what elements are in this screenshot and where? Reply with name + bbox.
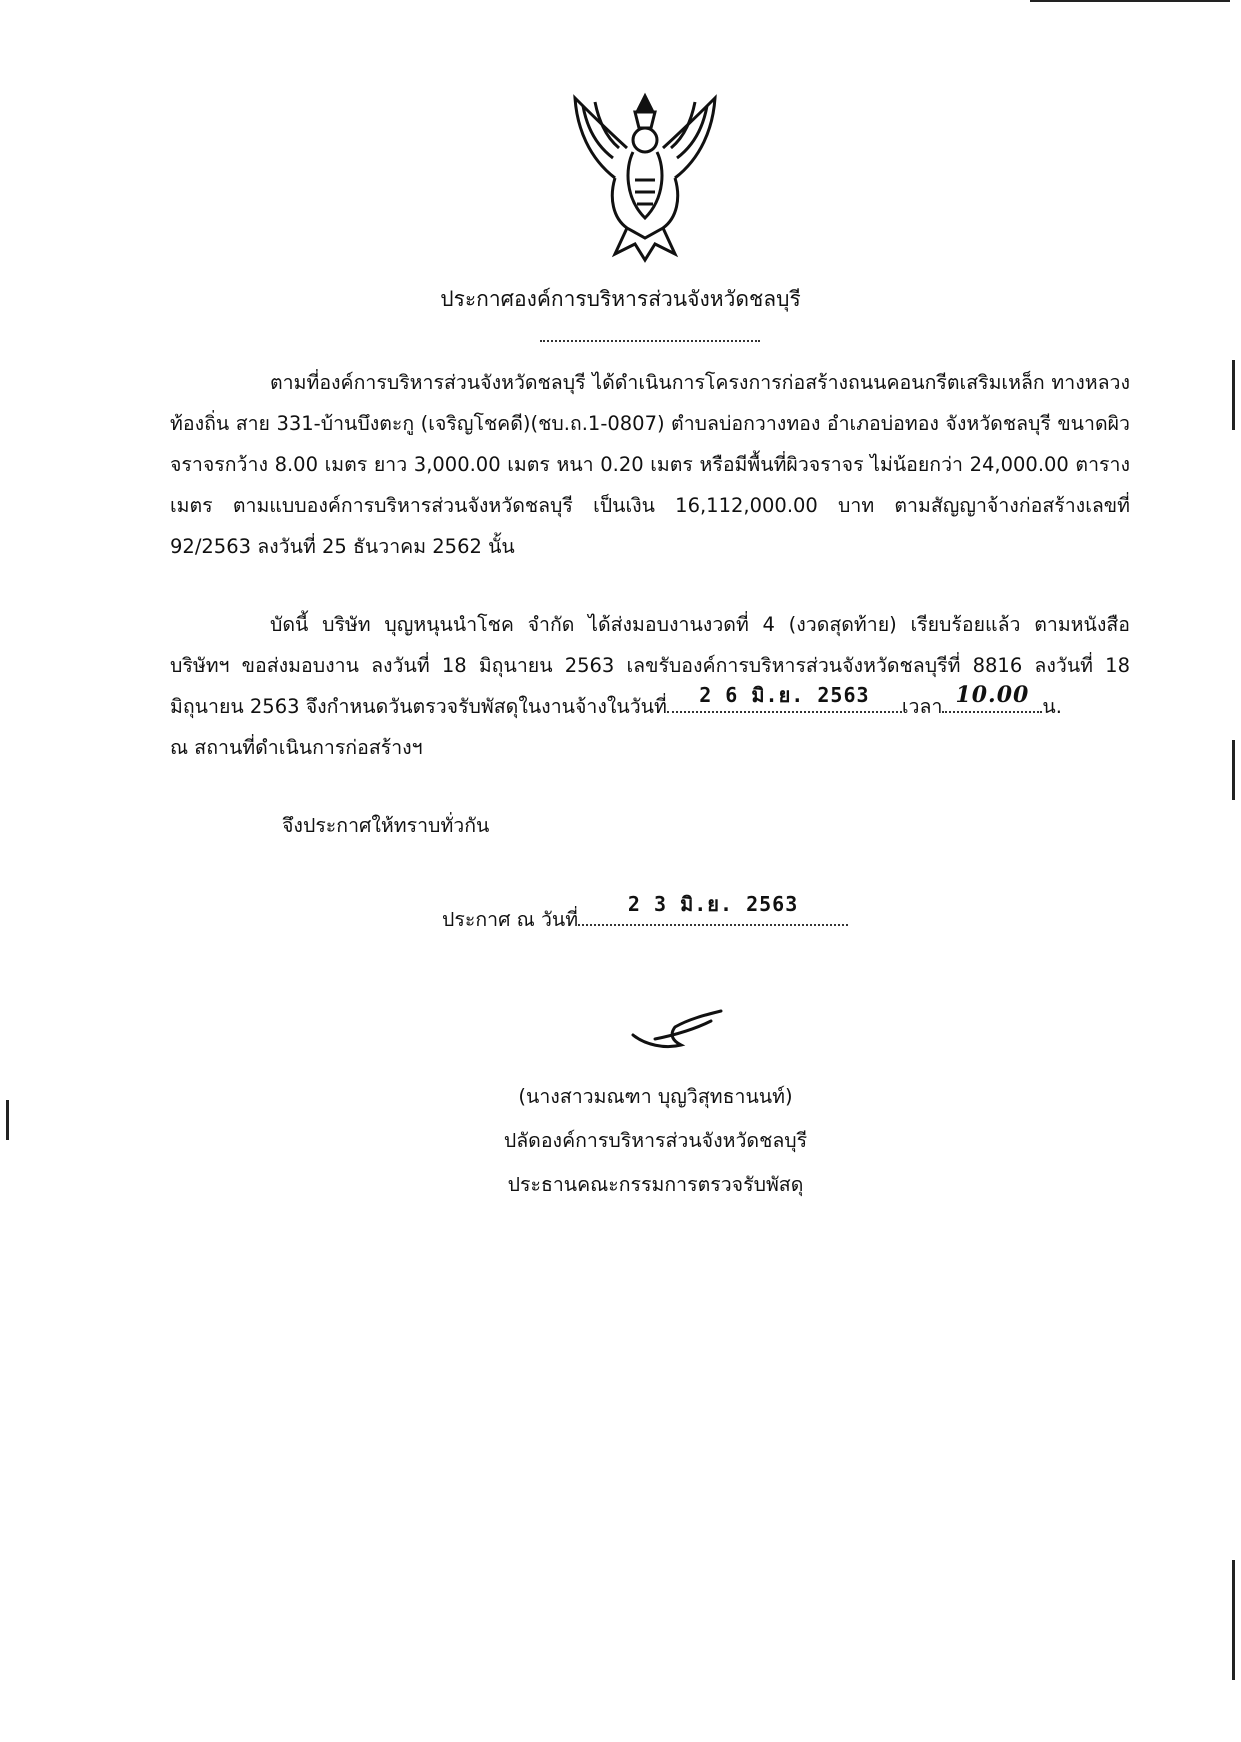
inspection-time-handwritten: 10.00: [955, 682, 1030, 708]
scan-edge-mark: [6, 1100, 9, 1140]
signatory-name: (นางสาวมณฑา บุญวิสุทธานนท์): [518, 1085, 793, 1108]
paragraph-delivery: [170, 604, 1130, 768]
garuda-emblem-icon: [565, 88, 725, 268]
inspection-location: ณ สถานที่ดำเนินการก่อสร้างฯ: [170, 736, 423, 759]
announcement-date-line: [442, 892, 848, 935]
title-divider: [540, 340, 760, 342]
signatory-position: ปลัดองค์การบริหารส่วนจังหวัดชลบุรี: [503, 1129, 808, 1152]
announcement-date-field: [578, 892, 848, 926]
signatory-block: [0, 1075, 1241, 1207]
paragraph-delivery-text: บัดนี้ บริษัท บุญหนุนนำโชค จำกัด ได้ส่งมอบงานงวดที่ 4 (งวดสุดท้าย) เรียบร้อยแล้ว ตามหนังสือ บริษัทฯ ขอส่งมอบงาน ลงวันที่ 18 มิถุนายน 2563 เลขรับองค์การบริหารส่วนจังหวัดชลบุรีที่ 8816 ลงวันที่ 18 มิถุนายน 2563 จึงกำหนดวันตรวจรับพัสดุในงานจ้างในวันที่: [170, 613, 1130, 718]
inspection-date-handwritten: 2 6 มิ.ย. 2563: [699, 683, 870, 707]
scan-edge-mark: [1232, 1560, 1235, 1680]
inspection-date-field: [667, 683, 902, 713]
time-suffix: น.: [1042, 695, 1062, 718]
announcement-date-handwritten: 2 3 มิ.ย. 2563: [627, 892, 799, 916]
time-label: เวลา: [901, 695, 943, 718]
scan-edge-mark: [1232, 740, 1235, 800]
handwritten-signature: [625, 1005, 735, 1055]
closing-statement: จึงประกาศให้ทราบทั่วกัน: [282, 814, 490, 837]
scan-edge-mark: [1232, 360, 1235, 430]
scan-edge-mark: [1030, 0, 1230, 2]
announcement-date-label: ประกาศ ณ วันที่: [442, 908, 579, 931]
paragraph-project: [170, 362, 1130, 567]
inspection-time-field: [942, 682, 1042, 713]
document-title: ประกาศองค์การบริหารส่วนจังหวัดชลบุรี: [440, 287, 801, 311]
signatory-role: ประธานคณะกรรมการตรวจรับพัสดุ: [507, 1173, 804, 1196]
paragraph-project-text: ตามที่องค์การบริหารส่วนจังหวัดชลบุรี ได้ดำเนินการโครงการก่อสร้างถนนคอนกรีตเสริมเหล็ก ทางหลวงท้องถิ่น สาย 331-บ้านบึงตะกู (เจริญโชคดี)(ชบ.ถ.1-0807) ตำบลบ่อกวางทอง อำเภอบ่อทอง จังหวัดชลบุรี ขนาดผิวจราจรกว้าง 8.00 เมตร ยาว 3,000.00 เมตร หนา 0.20 เมตร หรือมีพื้นที่ผิวจราจร ไม่น้อยกว่า 24,000.00 ตารางเมตร ตามแบบองค์การบริหารส่วนจังหวัดชลบุรี เป็นเงิน 16,112,000.00 บาท ตามสัญญาจ้างก่อสร้างเลขที่ 92/2563 ลงวันที่ 25 ธันวาคม 2562 นั้น: [170, 371, 1130, 558]
